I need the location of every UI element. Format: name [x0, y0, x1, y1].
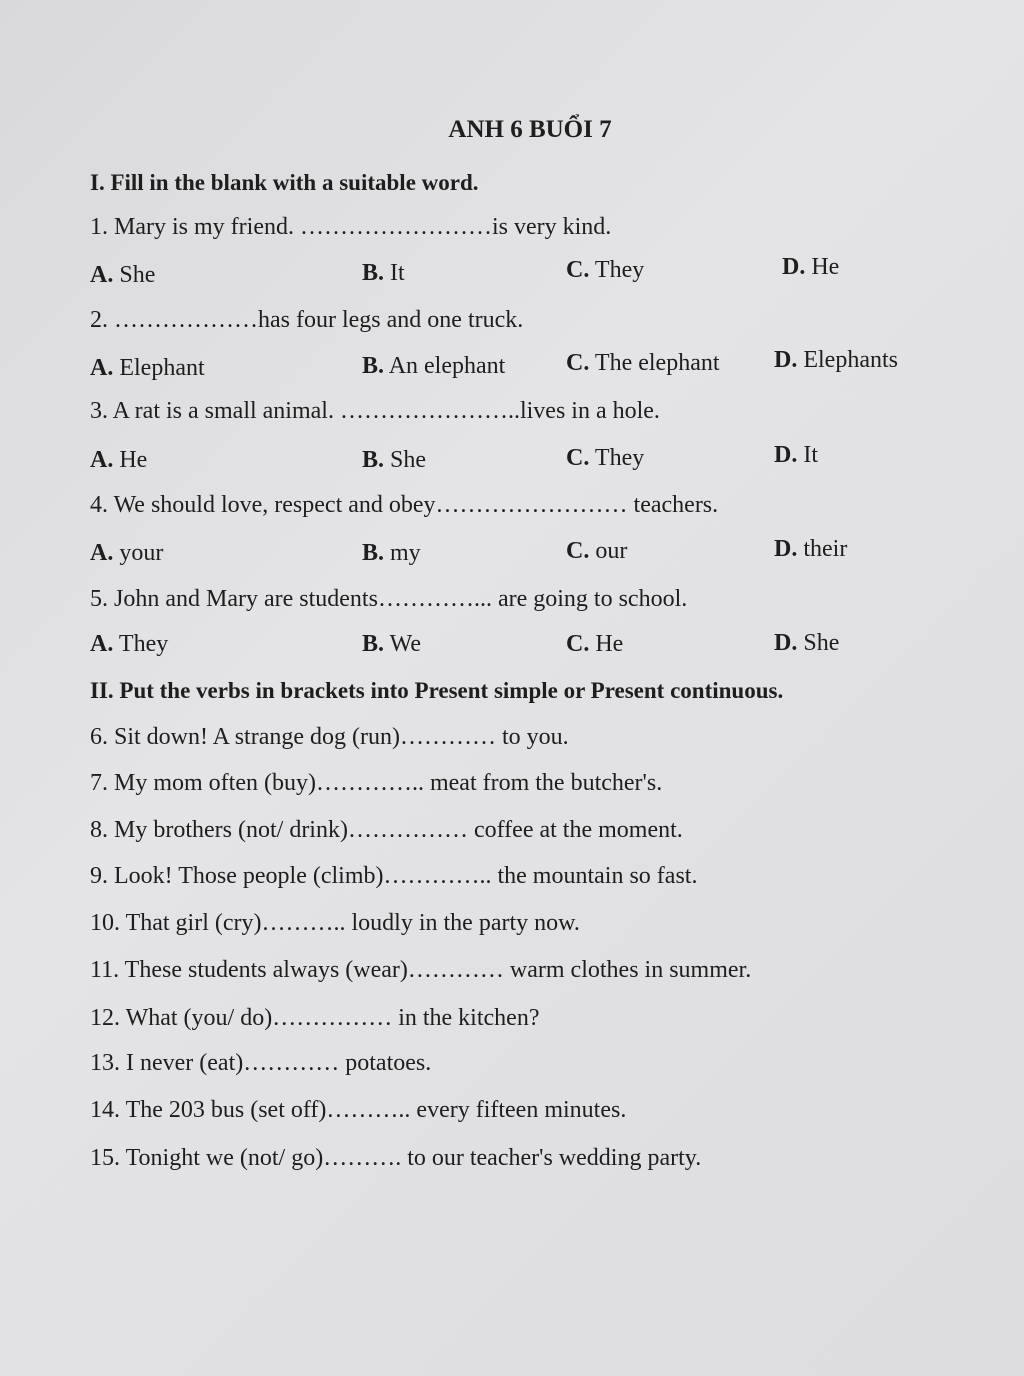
q3-option-d: D. It — [774, 442, 819, 468]
q2-option-b: B. An elephant — [362, 353, 506, 379]
q5-option-b: B. We — [362, 631, 421, 657]
question-2: 2. ………………has four legs and one truck. — [90, 307, 524, 333]
question-8: 8. My brothers (not/ drink)…………… coffee at the moment. — [90, 817, 683, 843]
q1-option-d: D. He — [782, 254, 840, 280]
q1-option-b: B. It — [362, 260, 405, 286]
q3-option-b: B. She — [362, 447, 427, 473]
question-1: 1. Mary is my friend. ……………………is very kind. — [90, 214, 612, 240]
question-3: 3. A rat is a small animal. …………………..lives in a hole. — [90, 398, 660, 424]
question-10: 10. That girl (cry)……….. loudly in the party now. — [90, 910, 580, 936]
question-9: 9. Look! Those people (climb)………….. the mountain so fast. — [90, 863, 698, 889]
section-1-heading: I. Fill in the blank with a suitable word. — [90, 170, 479, 195]
q3-option-c: C. They — [566, 445, 645, 471]
q2-option-a: A. Elephant — [90, 355, 205, 381]
question-5: 5. John and Mary are students…………... are going to school. — [90, 586, 688, 612]
q5-option-a: A. They — [90, 631, 169, 657]
question-13: 13. I never (eat)………… potatoes. — [90, 1050, 432, 1076]
page-title: ANH 6 BUỔI 7 — [448, 116, 612, 143]
q2-option-c: C. The elephant — [566, 350, 720, 376]
q1-option-a: A. She — [90, 262, 156, 288]
question-15: 15. Tonight we (not/ go)………. to our teacher's wedding party. — [90, 1145, 702, 1171]
question-7: 7. My mom often (buy)………….. meat from the butcher's. — [90, 770, 663, 796]
q3-option-a: A. He — [90, 447, 148, 473]
q2-option-d: D. Elephants — [774, 347, 898, 373]
question-14: 14. The 203 bus (set off)……….. every fifteen minutes. — [90, 1097, 627, 1123]
question-4: 4. We should love, respect and obey…………………… teachers. — [90, 492, 719, 518]
question-11: 11. These students always (wear)………… warm clothes in summer. — [90, 957, 752, 983]
q1-option-c: C. They — [566, 257, 645, 283]
q4-option-a: A. your — [90, 540, 164, 566]
q4-option-d: D. their — [774, 536, 848, 562]
question-12: 12. What (you/ do)…………… in the kitchen? — [90, 1005, 540, 1031]
q4-option-b: B. my — [362, 540, 421, 566]
question-6: 6. Sit down! A strange dog (run)………… to you. — [90, 724, 569, 750]
section-2-heading: II. Put the verbs in brackets into Present simple or Present continuous. — [90, 678, 784, 703]
q4-option-c: C. our — [566, 538, 628, 564]
q5-option-c: C. He — [566, 631, 624, 657]
q5-option-d: D. She — [774, 630, 840, 656]
